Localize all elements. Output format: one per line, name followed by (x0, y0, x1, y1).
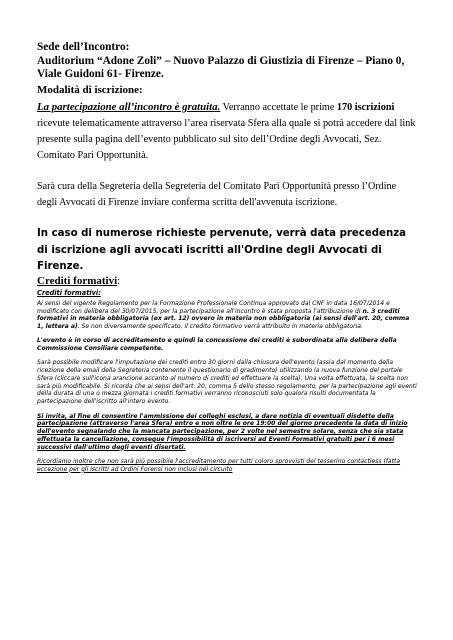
credits-p1-bold: n. 3 crediti formativi in materia obbligatoria (ex art. 12) ovvero in materia non obbligatoria (ai sensi dell'art. 20, comma 1, lettera a) (37, 307, 410, 330)
venue-address: Auditorium “Adone Zoli” – Nuovo Palazzo di Giustizia di Firenze – Piano 0, (37, 54, 405, 67)
venue-street: Viale Guidoni 61- Firenze. (37, 68, 164, 80)
credits-heading (37, 275, 417, 287)
registration-text-a: Verranno accettate le prime (220, 102, 337, 113)
credits-cancellation-warning: Si invita, al fine di consentire l'ammissione dei colleghi esclusi, a dare notizia di eventuali disdette della partecipazione (attraverso l'area Sfera) entro e non oltre le ore 19:00 del giorno precedente la data di inizio dell'evento segnalando che la mancata partecipazione, per 2 volte nel semestre solare, senza che sia stata effettuata la cancellazione, consegue l'impossibilità di iscriversi ad Eventi Formativi gratuiti per i 6 mesi successivi dall'ultimo degli eventi disertati. (37, 412, 408, 451)
registration-paragraph (37, 99, 417, 164)
credits-p1-a: Ai sensi del vigente Regolamento per la Formazione Professionale Continua approvato dal CNF in data 16/07/2014 e modificato con delibera del 30/07/2015, per la partecipazione all'incontro è stata proposta l'attribuzione di (37, 299, 390, 315)
registration-limit: 170 iscrizioni (336, 102, 395, 113)
secretariat-paragraph: Sarà cura della Segreteria della Segreteria del Comitato Pari Opportunità presso l’Ordine degli Avvocati di Firenze inviare conferma scritta dell'avvenuta iscrizione. (37, 181, 397, 208)
credits-paragraph-5: Ricordiamo inoltre che non sarà più possibile l'accreditamento per tutti coloro sprovvisti del tesserino contactless (fatta eccezione per gli iscritti ad Ordini Forensi non inclusi nel circuito (37, 457, 401, 473)
registration-heading: Modalità di iscrizione: (37, 84, 143, 96)
priority-paragraph: In caso di numerose richieste pervenute, verrà data precedenza di iscrizione agli avvocati iscritti all'Ordine degli Avvocati di Firenze. (37, 228, 407, 272)
credits-heading-text: Crediti formativi (37, 275, 118, 287)
credits-accreditation-note: L'evento è in corso di accreditamento e quindi la concessione dei crediti è subordinata alla delibera della Commissione Consiliare competente. (37, 337, 397, 353)
venue-block (37, 41, 417, 82)
credits-p1-b: . Se non diversamente specificato, il credito formativo verrà attribuito in materia obbligatoria. (77, 323, 363, 330)
credits-paragraph-3: Sarà possibile modificare l'imputazione dei crediti entro 30 giorni dalla chiusura dell'evento (assia dal momento della ricezione della email della Segreteria contenente il questionario di gradimento) utilizzando la nuova funzione del portale Sfera (cliccare sull'icona arancione accanto al numero di crediti ed effettuare la scelta). Una volta effettuata, la scelta non sarà più modificabile. Si ricorda che ai sensi dell'art. 20, comma 5 dello stesso regolamento, per la partecipazione agli eventi della durata di una o mezza giornata i crediti formativi verranno riconosciuti solo qualora risulti documentata la partecipazione dell'iscritto all'intero evento. (37, 359, 417, 406)
credits-subheading: Crediti formativi: (37, 289, 101, 297)
credits-body (37, 290, 417, 480)
venue-heading: Sede dell’Incontro: (37, 41, 130, 53)
credits-paragraph-1 (37, 300, 417, 331)
free-participation-notice: La partecipazione all’incontro è gratuita. (37, 101, 221, 113)
credits-heading-colon: : (117, 275, 121, 287)
registration-text-b: ricevute telematicamente attraverso l’area riservata Sfera alla quale si potrà accedere dal link presente sulla pagina dell’evento pubblicato sul sito dell’Ordine degli Avvocati, Sez. Comitato Pari Opportunità. (37, 118, 416, 161)
